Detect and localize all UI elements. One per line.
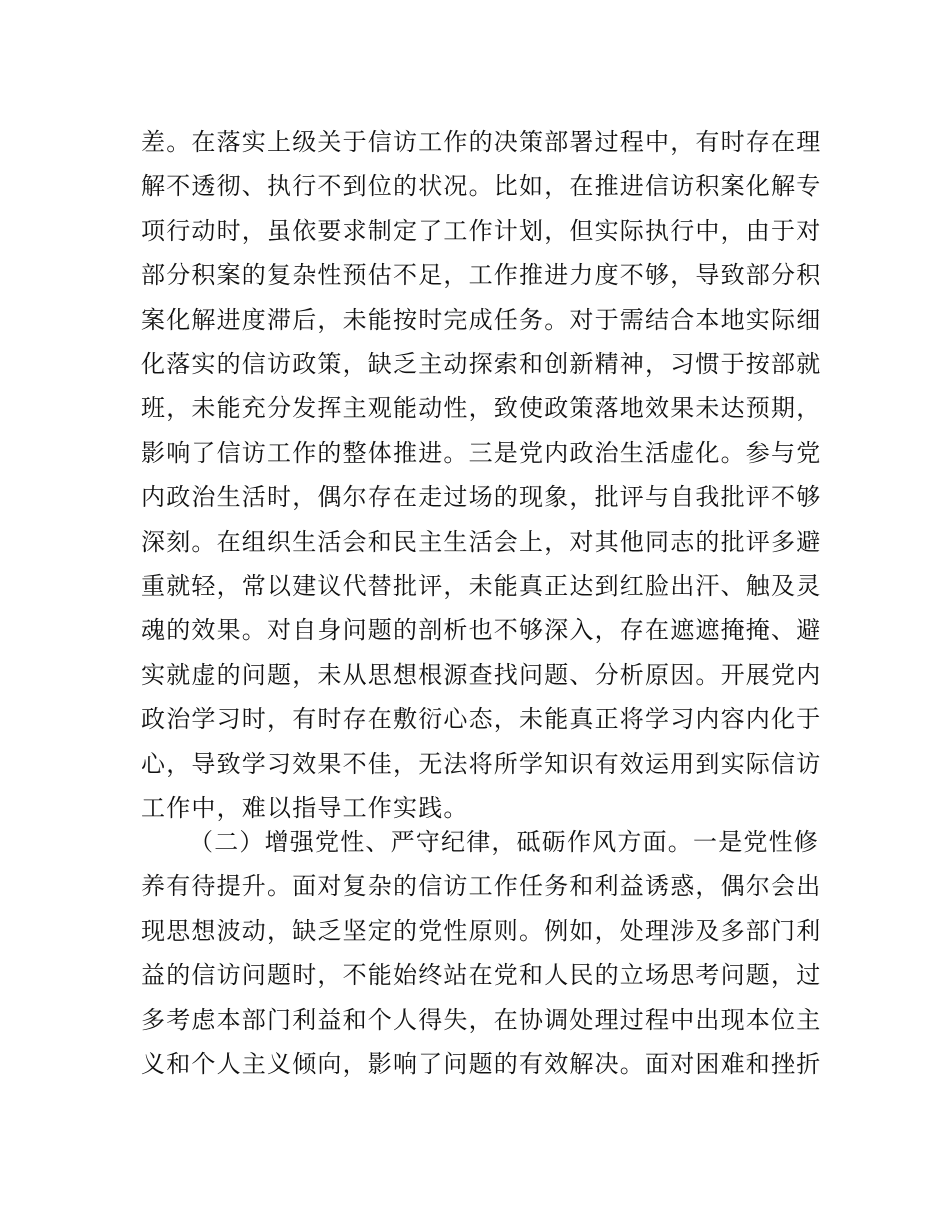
text-line: 实就虚的问题，未从思想根源查找问题、分析原因。开展党内	[141, 660, 822, 689]
text-line: 案化解进度滞后，未能按时完成任务。对于需结合本地实际细	[141, 305, 822, 334]
text-line: 解不透彻、执行不到位的状况。比如，在推进信访积案化解专	[141, 172, 822, 201]
text-line: 养有待提升。面对复杂的信访工作任务和利益诱惑，偶尔会出	[141, 872, 822, 901]
body-paragraph-1	[141, 120, 822, 831]
text-line: 内政治生活时，偶尔存在走过场的现象，批评与自我批评不够	[141, 483, 822, 512]
text-line: 差。在落实上级关于信访工作的决策部署过程中，有时存在理	[141, 128, 822, 156]
body-paragraph-2	[141, 820, 822, 1086]
text-line: 政治学习时，有时存在敷衍心态，未能真正将学习内容内化于	[141, 705, 822, 734]
text-line: 影响了信访工作的整体推进。三是党内政治生活虚化。参与党	[141, 438, 822, 467]
text-line: 魂的效果。对自身问题的剖析也不够深入，存在遮遮掩掩、避	[141, 616, 822, 645]
text-line: 深刻。在组织生活会和民主生活会上，对其他同志的批评多避	[141, 527, 822, 556]
text-line: 化落实的信访政策，缺乏主动探索和创新精神，习惯于按部就	[141, 350, 822, 379]
text-line: 义和个人主义倾向，影响了问题的有效解决。面对困难和挫折	[141, 1050, 822, 1079]
text-line: 心，导致学习效果不佳，无法将所学知识有效运用到实际信访	[141, 749, 822, 778]
text-line: 重就轻，常以建议代替批评，未能真正达到红脸出汗、触及灵	[141, 572, 822, 601]
text-line-indented: （二）增强党性、严守纪律，砥砺作风方面。一是党性修	[189, 828, 819, 856]
text-line: 现思想波动，缺乏坚定的党性原则。例如，处理涉及多部门利	[141, 916, 822, 945]
text-line: 多考虑本部门利益和个人得失，在协调处理过程中出现本位主	[141, 1005, 822, 1034]
text-line: 工作中，难以指导工作实践。	[141, 794, 469, 823]
text-line: 班，未能充分发挥主观能动性，致使政策落地效果未达预期，	[141, 394, 822, 423]
text-line: 益的信访问题时，不能始终站在党和人民的立场思考问题，过	[141, 961, 822, 990]
text-line: 部分积案的复杂性预估不足，工作推进力度不够，导致部分积	[141, 261, 822, 290]
text-line: 项行动时，虽依要求制定了工作计划，但实际执行中，由于对	[141, 216, 822, 245]
